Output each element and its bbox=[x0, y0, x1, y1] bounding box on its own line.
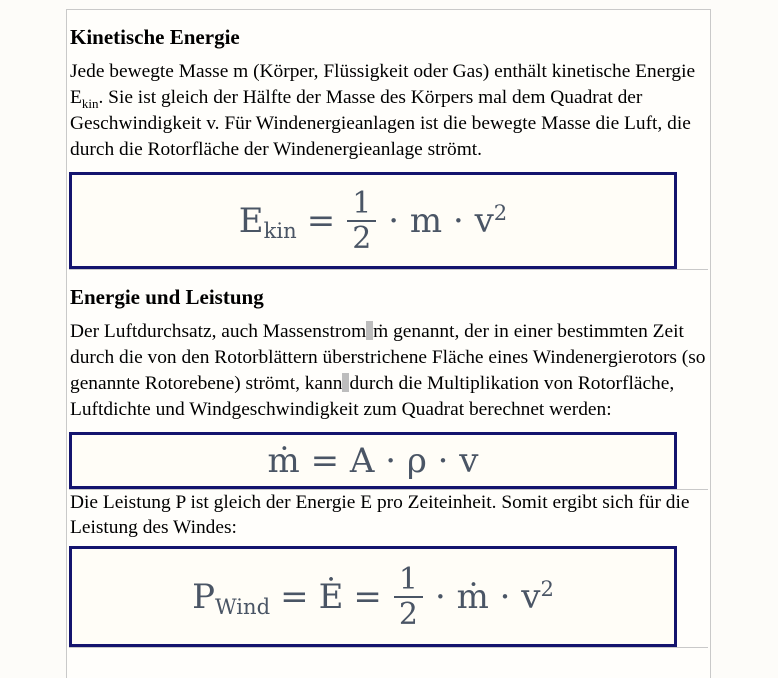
fraction-one-half bbox=[394, 563, 423, 631]
fraction-denominator: 2 bbox=[394, 596, 423, 631]
formula-rhs: · $m \cdot v^2$ bbox=[388, 199, 508, 241]
formula-subscript: kin bbox=[263, 217, 297, 243]
formula-massenstrom bbox=[263, 441, 484, 481]
text-run: Der Luftdurchsatz, auch Massenstrom bbox=[70, 321, 367, 342]
section-heading-energie-und-leistung: Energie und Leistung bbox=[70, 285, 264, 309]
equals-sign: = bbox=[353, 576, 382, 617]
formula-text: ṁ = A · ρ · v bbox=[267, 440, 479, 481]
equals-sign: = bbox=[280, 576, 309, 617]
formula-row-3 bbox=[69, 546, 708, 648]
fraction-numerator: 1 bbox=[398, 561, 418, 597]
text-run: Jede bewegte Masse m (Körper, Flüssigkeit oder Gas) enthält kinetische Energie E bbox=[70, 61, 696, 108]
paragraph-kinetische-energie bbox=[70, 59, 708, 163]
text-run: durch die Multiplikation von Rotorfläche, Luftdichte und Windgeschwindigkeit zum Quadrat berechnet werden: bbox=[70, 373, 675, 420]
formula-ekin bbox=[234, 187, 512, 255]
formula-lhs: $P_{Wind}$ bbox=[192, 576, 271, 619]
text-run: . Sie ist gleich der Hälfte der Masse des Körpers mal dem Quadrat der Geschwindigkeit v. Für Windenergieanlagen ist die bewegte Masse die Luft, die durch die Rotorfläche der Windenergieanlage strömt. bbox=[70, 87, 691, 160]
fraction-denominator: 2 bbox=[347, 220, 376, 255]
formula-lhs: $E_{kin}$ bbox=[238, 200, 297, 243]
formula-rhs: · ṁ · $v^2$ bbox=[435, 575, 554, 617]
text-run: Die Leistung P ist gleich der Energie E pro Zeiteinheit. Somit ergibt sich für die Leistung des Windes: bbox=[70, 492, 690, 538]
fraction-one-half bbox=[347, 187, 376, 255]
formula-superscript: 2 bbox=[540, 575, 554, 601]
paragraph-luftdurchsatz bbox=[70, 319, 708, 423]
formula-superscript: 2 bbox=[493, 199, 508, 225]
text-run: ṁ genannt, der in einer bestimmten Zeit durch die von den Rotorblättern überstrichene Fläche eines Windenergierotors (so genannte Rotorebene) strömt, kann bbox=[70, 321, 706, 394]
formula-subscript: Wind bbox=[214, 593, 271, 619]
paragraph-leistung bbox=[70, 490, 708, 540]
formula-pwind bbox=[187, 563, 559, 631]
fraction-numerator: 1 bbox=[352, 185, 372, 221]
formula-e-dot: Ė bbox=[318, 576, 344, 617]
section-heading-kinetische-energie: Kinetische Energie bbox=[70, 25, 240, 49]
subscript-kin: kin bbox=[81, 95, 99, 111]
equals-sign: = bbox=[306, 200, 336, 241]
formula-row-2 bbox=[69, 432, 708, 490]
formula-object-ekin[interactable] bbox=[69, 172, 677, 269]
formula-object-massenstrom[interactable] bbox=[69, 432, 677, 489]
formula-row-1 bbox=[69, 172, 708, 270]
formula-object-pwind[interactable] bbox=[69, 546, 677, 647]
document-column bbox=[66, 9, 711, 678]
